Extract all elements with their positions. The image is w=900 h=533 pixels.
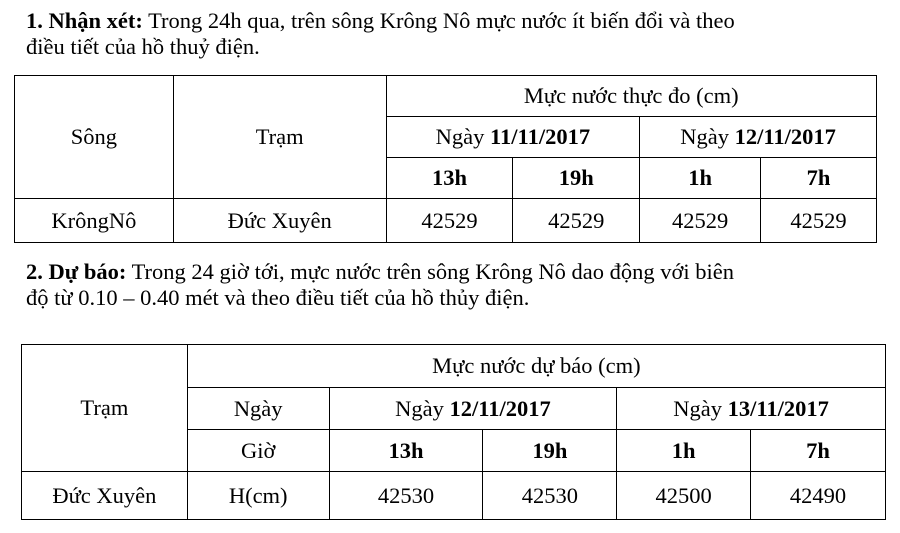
day-2-prefix: Ngày: [680, 124, 735, 149]
day-2-date: 12/11/2017: [734, 124, 836, 149]
observation-text-line2: điều tiết của hồ thuỷ điện.: [26, 34, 260, 59]
cell-tram: Đức Xuyên: [22, 472, 188, 520]
hour-header: 7h: [751, 430, 886, 472]
day-2-date: 13/11/2017: [727, 395, 829, 421]
forecast-paragraph: [26, 259, 880, 311]
cell-value: 42500: [617, 472, 751, 520]
observation-text-line1: Trong 24h qua, trên sông Krông Nô mực nước ít biến đổi và theo: [142, 8, 735, 33]
day-1-prefix: Ngày: [395, 395, 450, 421]
cell-value: 42529: [761, 199, 877, 243]
header-forecast-level: Mực nước dự báo (cm): [187, 345, 885, 388]
hour-header: 1h: [617, 430, 751, 472]
cell-unit: H(cm): [187, 472, 329, 520]
cell-value: 42529: [513, 199, 640, 243]
day-2-prefix: Ngày: [673, 395, 728, 421]
day-1-date: 11/11/2017: [490, 124, 591, 149]
header-day-2: [617, 388, 886, 430]
cell-value: 42530: [483, 472, 617, 520]
hour-header: 13h: [386, 158, 513, 199]
header-ngay: Ngày: [187, 388, 329, 430]
header-tram: Trạm: [22, 345, 188, 472]
hour-header: 19h: [513, 158, 640, 199]
cell-tram: Đức Xuyên: [173, 199, 386, 243]
measured-water-level-table: [14, 75, 877, 243]
forecast-heading: 2. Dự báo:: [26, 259, 127, 284]
forecast-text-line2: độ từ 0.10 – 0.40 mét và theo điều tiết của hồ thủy điện.: [26, 285, 530, 310]
header-gio: Giờ: [187, 430, 329, 472]
hour-header: 13h: [329, 430, 483, 472]
hour-header: 19h: [483, 430, 617, 472]
forecast-water-level-table: [21, 344, 886, 520]
cell-value: 42490: [751, 472, 886, 520]
table-row: [15, 199, 877, 243]
cell-value: 42529: [386, 199, 513, 243]
header-day-1: [386, 117, 640, 158]
hour-header: 7h: [761, 158, 877, 199]
cell-song: KrôngNô: [15, 199, 174, 243]
header-day-2: [640, 117, 877, 158]
day-1-prefix: Ngày: [435, 124, 491, 149]
hour-header: 1h: [640, 158, 761, 199]
observation-paragraph: [26, 8, 880, 60]
header-day-1: [329, 388, 617, 430]
header-tram: Trạm: [173, 76, 386, 199]
header-song: Sông: [15, 76, 174, 199]
observation-heading: 1. Nhận xét:: [26, 8, 143, 33]
table-row: [22, 472, 886, 520]
forecast-text-line1: Trong 24 giờ tới, mực nước trên sông Krông Nô dao động với biên: [126, 259, 734, 284]
cell-value: 42529: [640, 199, 761, 243]
header-measured-level: Mực nước thực đo (cm): [386, 76, 876, 117]
day-1-date: 12/11/2017: [449, 395, 551, 421]
cell-value: 42530: [329, 472, 483, 520]
